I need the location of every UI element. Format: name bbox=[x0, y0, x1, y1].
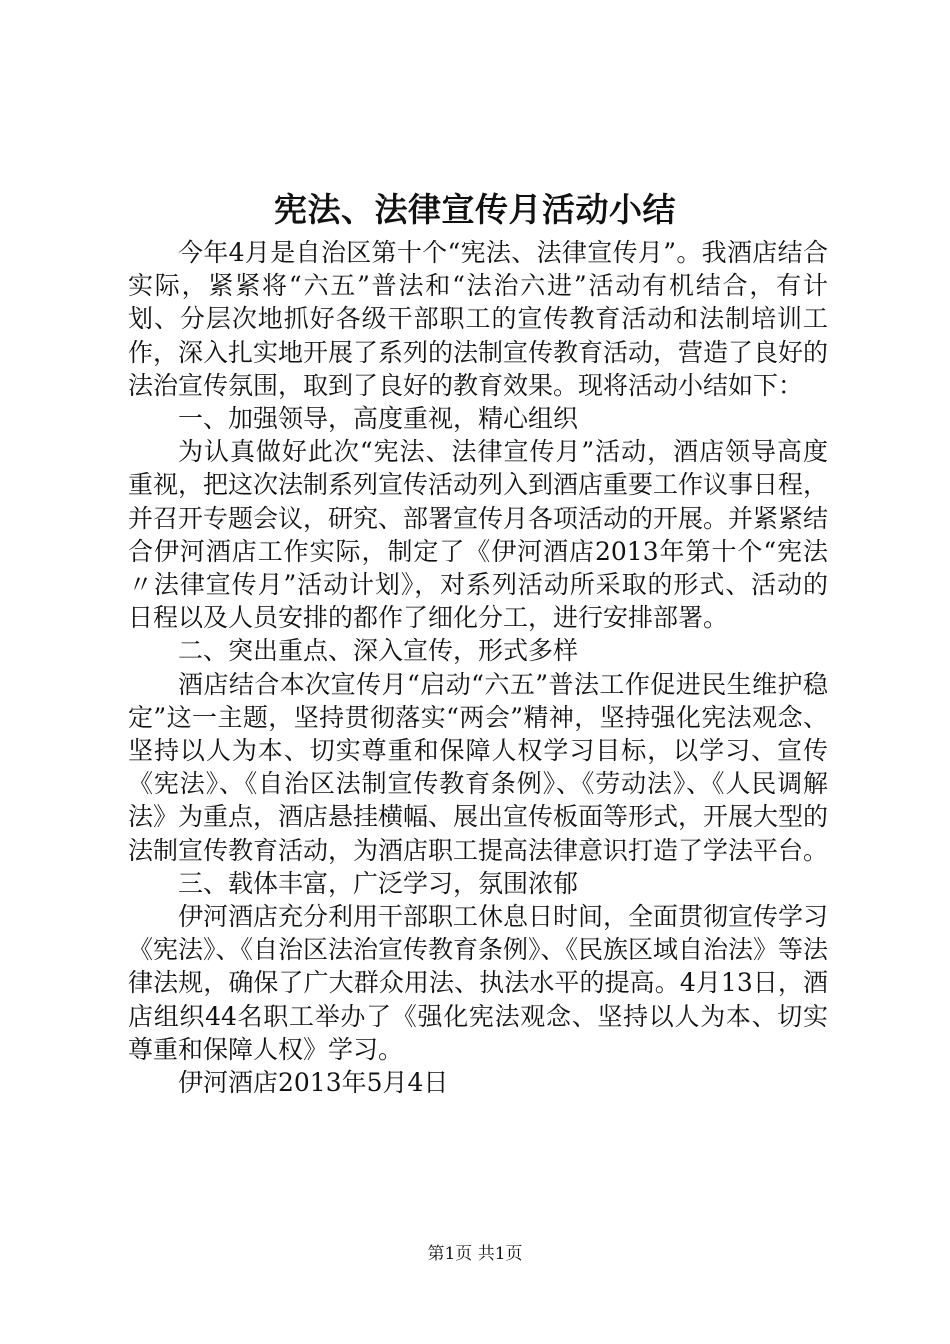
section-heading-2: 二、突出重点、深入宣传，形式多样 bbox=[178, 636, 579, 666]
section-paragraph-2: 酒店结合本次宣传月“启动“六五”普法工作促进民生维护稳定”这一主题，坚持贯彻落实“两会”精神，坚持强化宪法观念、坚持以人为本、切实尊重和保障人权学习目标，以学习、宣传《宪法》、《自治区法制宣传教育条例》、《劳动法》、《人民调解法》为重点，酒店悬挂横幅、展出宣传板面等形式，开展大型的法制宣传教育活动，为酒店职工提高法律意识打造了学法平台。 bbox=[128, 669, 829, 865]
section-heading-1: 一、加强领导，高度重视，精心组织 bbox=[178, 404, 579, 434]
section-paragraph-1: 为认真做好此次“宪法、法律宣传月”活动，酒店领导高度重视，把这次法制系列宣传活动列入到酒店重要工作议事日程，并召开专题会议，研究、部署宣传月各项活动的开展。并紧紧结合伊河酒店工作实际，制定了《伊河酒店2013年第十个“宪法〃法律宣传月”活动计划》，对系列活动所采取的形式、活动的日程以及人员安排的都作了细化分工，进行安排部署。 bbox=[128, 437, 829, 633]
document-title: 宪法、法律宣传月活动小结 bbox=[274, 190, 676, 229]
section-heading-3: 三、载体丰富，广泛学习，氛围浓郁 bbox=[178, 868, 579, 898]
section-paragraph-3: 伊河酒店充分利用干部职工休息日时间，全面贯彻宣传学习《宪法》、《自治区法治宣传教育条例》、《民族区域自治法》等法律法规，确保了广大群众用法、执法水平的提高。4月13日，酒店组织44名职工举办了《强化宪法观念、坚持以人为本、切实尊重和保障人权》学习。 bbox=[128, 902, 829, 1064]
page-number-footer: 第1页 共1页 bbox=[427, 1244, 523, 1264]
document-body bbox=[128, 236, 828, 1099]
intro-paragraph: 今年4月是自治区第十个“宪法、法律宣传月”。我酒店结合实际，紧紧将“六五”普法和“法治六进”活动有机结合，有计划、分层次地抓好各级干部职工的宣传教育活动和法制培训工作，深入扎实地开展了系列的法制宣传教育活动，营造了良好的法治宣传氛围，取到了良好的教育效果。现将活动小结如下： bbox=[128, 238, 829, 400]
signature-date: 伊河酒店2013年5月4日 bbox=[178, 1068, 449, 1098]
